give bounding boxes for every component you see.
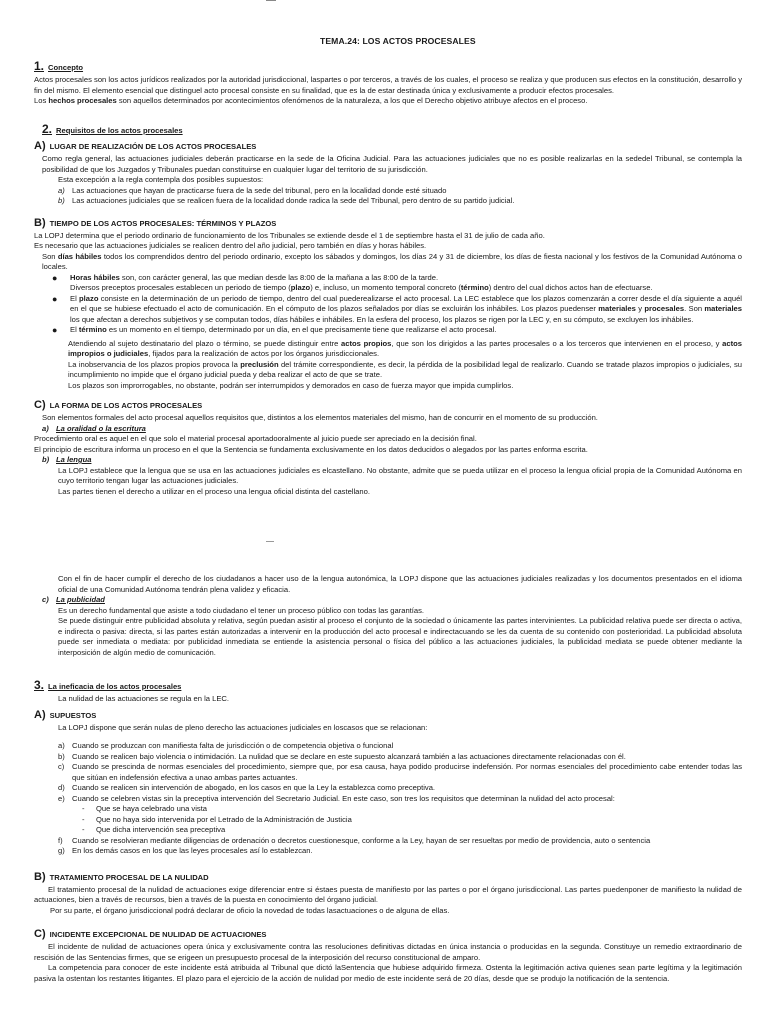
list-item: b) Cuando se realicen bajo violencia o intimidación. La nulidad que se declare en este supuesto alcanzará también a las actuaciones directamente relacionadas con él. (58, 751, 626, 761)
dias-habiles-paragraph: Son días hábiles todos los comprendidos dentro del periodo ordinario, excepto los sábados y domingos, los días 24 y 31 de diciembre, los días de fiesta nacional y los festivos de la Comunidad Autónoma o locales. (42, 251, 743, 271)
plazos-improrrogables: Los plazos son improrrogables, no obstante, podrán ser interrumpidos y demorados en caso de fuerza mayor que impida cumplirlos. (68, 380, 514, 390)
hechos-paragraph: Los hechos procesales son aquellos determinados por acontecimientos ofenómenos de la naturaleza, a los que el Derecho objetivo atribuye afectos en el proceso. (34, 96, 588, 105)
list-item: f) Cuando se resolvieran mediante diligencias de ordenación o decretos cuestionesque, conforme a la Ley, hayan de ser resueltas por medio de providencia, auto o sentencia (58, 835, 651, 845)
page-break-mark (266, 541, 274, 542)
oralidad-p1: Procedimiento oral es aquel en el que solo el material procesal aportadooralmente al juicio puede ser apreciado en la decisión final. (34, 434, 477, 443)
list-item: c) Cuando se prescinda de normas esenciales del procedimiento, siempre que, por esa causa, haya podido producirse indefensión. Por normas esenciales del procedimiento cabe entender todas las que sitúan en indefensión efectiva a unao ambas partes actuantes. (58, 762, 742, 782)
dash-item: - Que se haya celebrado una vista (82, 804, 208, 813)
page-title: TEMA.24: LOS ACTOS PROCESALES (320, 36, 476, 46)
lengua-p3: Con el fin de hacer cumplir el derecho de los ciudadanos a hacer uso de la lengua autonómica, la LOPJ dispone que las actuaciones judiciales realizadas y los documentos presentados en el idioma oficial de una Comunidad Autónoma tendrán plena validez y eficacia. (58, 574, 742, 594)
lengua-heading: b) La lengua (42, 455, 92, 464)
supuestos-intro: La LOPJ dispone que serán nulas de pleno derecho las actuaciones judiciales en loscasos que se relacionan: (58, 722, 428, 732)
page-top-mark (266, 0, 276, 1)
tratamiento-p1: El tratamiento procesal de la nulidad de actuaciones exige diferenciar entre si éstaes puesta de manifiesto por las partes o por el órgano jurisdiccional. Las partes puedenponer de manifiesto la nulidad de actuaciones, bien a través de recursos, bien a través de la puesta en conocimiento del órgano judicial. (34, 884, 742, 904)
preclusion-paragraph: La inobservancia de los plazos propios provoca la preclusión del trámite correspondiente, es decir, la pérdida de la posibilidad legal de realizarlo. Cuando se tratade plazos impropios o judiciales, su incumplimiento no impide que el órgano judicial pueda y deba realizar el acto de que se trate. (68, 359, 742, 379)
lugar-exception: Esta excepción a la regla contempla dos posibles supuestos: (58, 175, 264, 184)
list-item: a) Cuando se produzcan con manifiesta falta de jurisdicción o de competencia objetiva o funcional (58, 741, 394, 750)
nulidad-intro: La nulidad de las actuaciones se regula en la LEC. (58, 694, 229, 703)
section-2-continued (34, 574, 742, 658)
subsection-B-heading: B) TIEMPO DE LOS ACTOS PROCESALES: TÉRMINOS Y PLAZOS (34, 216, 277, 229)
bullet-item: ● El término es un momento en el tiempo, determinado por un día, en el que precisamente tiene que realizarse el acto procesal. (52, 325, 497, 335)
section-number: 3. (34, 678, 45, 692)
list-item: e) Cuando se celebren vistas sin la preceptiva intervención del Secretario Judicial. En este caso, son tres los requisitos que determinan la nulidad del acto procesal: (58, 793, 615, 803)
oralidad-p2: El principio de escritura informa un proceso en el que la Sentencia se fundamenta exclusivamente en los datos deducidos o alegados por las partes enforma escrita. (34, 444, 588, 454)
section-number: 2. (42, 122, 53, 136)
tiempo-p1: La LOPJ determina que el periodo ordinario de funcionamiento de los Tribunales se extiende desde el 1 de septiembre hasta el 31 de julio de cada año. (34, 230, 545, 240)
publicidad-p2: Se puede distinguir entre publicidad absoluta y relativa, según puedan asistir al proceso el conjunto de la sociedad o únicamente las partes intervinientes. La publicidad relativa puede ser directa o activa, e indirecta o pasiva: directa, si las partes están autorizadas a intervenir en la producción del acto procesal e indirectacuando se les da cuenta de su contenido con posterioridad. La publicidad absoluta puede ser inmediata o mediata: por publicidad inmediata se entiende la asistencia personal o física del público a las actuaciones judiciales, la publicidad mediata se puede obtener mediante la interposición de algún medio de comunicación. (58, 616, 742, 657)
dash-item: - Que dicha intervención sea preceptiva (82, 825, 226, 834)
incidente-p1: El incidente de nulidad de actuaciones opera única y exclusivamente contra las resoluciones definitivas dictadas en única instancia o producidas en la segunda. Constituye un remedio extraordinario de rescisión de las Sentencias firmes, que se erigeen un presupuesto procesal de la interposición del recurso constitucional de amparo. (34, 942, 742, 962)
bullet-item: ● Horas hábiles son, con carácter general, las que median desde las 8:00 de la mañana a las 8:00 de la tarde. Diversos preceptos procesales establecen un periodo de tiempo (plazo) e, incluso, un momento temporal concreto (término) dentro del cual dichos actos han de efectuarse. (52, 272, 653, 292)
section-title: La ineficacia de los actos procesales (48, 682, 182, 691)
actos-propios-paragraph: Atendiendo al sujeto destinatario del plazo o término, se puede distinguir entre actos propios, que son los dirigidos a las partes procesales o a los terceros que intervienen en el proceso, y actos impropios o judiciales, fijados para la realización de actos por los órganos jurisdiccionales. (68, 338, 743, 358)
section-3-heading (34, 676, 742, 694)
list-item: g) En los demás casos en los que las leyes procesales así lo establezcan. (58, 846, 313, 855)
publicidad-heading: c) La publicidad (42, 595, 105, 604)
section-title: Concepto (48, 63, 84, 72)
list-item: b) Las actuaciones judiciales que se realicen fuera de la localidad donde radica la sede del Tribunal, pero dentro de su partido judicial. (58, 196, 515, 205)
incidente-p2: La competencia para conocer de este incidente está atribuida al Tribunal que dictó laSentencia que hubiese adquirido firmeza. Ostenta la legitimación activa quienes sean parte legítima y la legitimación pasiva la ostentan los restantes litigantes. El plazo para el ejercicio de la acción de nulidad por medio de este incidente será de 20 días, desde que se produjo la notificación de la sentencia. (34, 963, 742, 983)
tratamiento-p2: Por su parte, el órgano jurisdiccional podrá declarar de oficio la novedad de todas lasactuaciones o de alguna de ellas. (50, 905, 450, 915)
section-1 (34, 57, 742, 107)
section-number: 1. (34, 59, 45, 73)
subsection-A-heading: A) LUGAR DE REALIZACIÓN DE LOS ACTOS PROCESALES (34, 140, 257, 152)
concept-paragraph: Actos procesales son los actos jurídicos realizados por la autoridad jurisdiccional, laspartes o por terceros, a través de los cuales, el proceso se realiza y que producen sus efectos en la constitución, desarrollo y fin del mismo. El elemento esencial que distinguel acto procesal consiste en su finalidad, que es la de estar destinada única y exclusivamente a producir efectos procesales. (34, 75, 742, 95)
tiempo-p2: Es necesario que las actuaciones judiciales se realicen dentro del año judicial, pero también en días y horas hábiles. (34, 241, 427, 250)
oralidad-heading: a) La oralidad o la escritura (42, 423, 146, 433)
lengua-p2: Las partes tienen el derecho a utilizar en el proceso una lengua oficial distinta del castellano. (58, 486, 370, 496)
bullet-item: ● El plazo consiste en la determinación de un periodo de tiempo, dentro del cual puederealizarse el acto procesal. La LEC establece que los plazos comenzarán a correr desde el día siguiente a aquél en el que se hubiese efectuado el acto de comunicación. En el cómputo de los plazos señalados por días se excluirán los inhábiles. Los plazos puedenser materiales y procesales. Son materiales los que afectan a derechos subjetivos y se computan todos, días hábiles e inhábiles. En la esfera del proceso, los plazos se rigen por la LEC y, en su cómputo, se excluyen los inhábiles. (52, 293, 742, 324)
subsection-A-heading: A) SUPUESTOS (34, 708, 97, 721)
list-item: d) Cuando se realicen sin intervención de abogado, en los casos en que la Ley la establezca como preceptiva. (58, 783, 436, 792)
subsection-C-heading: C) INCIDENTE EXCEPCIONAL DE NULIDAD DE ACTUACIONES (34, 928, 267, 940)
section-3 (34, 676, 742, 984)
section-title: Requisitos de los actos procesales (56, 126, 183, 135)
forma-paragraph: Son elementos formales del acto procesal aquellos requisitos que, distintos a los elementos materiales del mismo, han de concurrir en el momento de su producción. (42, 413, 598, 422)
list-item: a) Las actuaciones que hayan de practicarse fuera de la sede del tribunal, pero en la localidad donde esté situado (58, 185, 447, 195)
subsection-C-heading: C) LA FORMA DE LOS ACTOS PROCESALES (34, 399, 203, 411)
publicidad-p1: Es un derecho fundamental que asiste a todo ciudadano el tener un proceso público con todas las garantías. (58, 605, 425, 615)
dash-item: - Que no haya sido intervenida por el Letrado de la Administración de Justicia (82, 814, 352, 824)
subsection-B-heading: B) TRATAMIENTO PROCESAL DE LA NULIDAD (34, 870, 209, 883)
lengua-p1: La LOPJ establece que la lengua que se usa en las actuaciones judiciales es elcastellano. No obstante, admite que se pueda utilizar en el proceso la lengua oficial propia de la Comunidad Autónoma en cuyo territorio tengan lugar las actuaciones judiciales. (58, 465, 742, 485)
lugar-paragraph: Como regla general, las actuaciones judiciales deberán practicarse en la sede de la Oficina Judicial. Para las actuaciones judiciales que no es posible realizarlas en la sededel Tribunal, se contempla la posibilidad de que los Juzgados y Tribunales puedan constituirse en cualquier lugar del territorio de su jurisdicción. (42, 154, 742, 174)
section-2 (34, 120, 742, 497)
section-1-heading (34, 57, 742, 75)
